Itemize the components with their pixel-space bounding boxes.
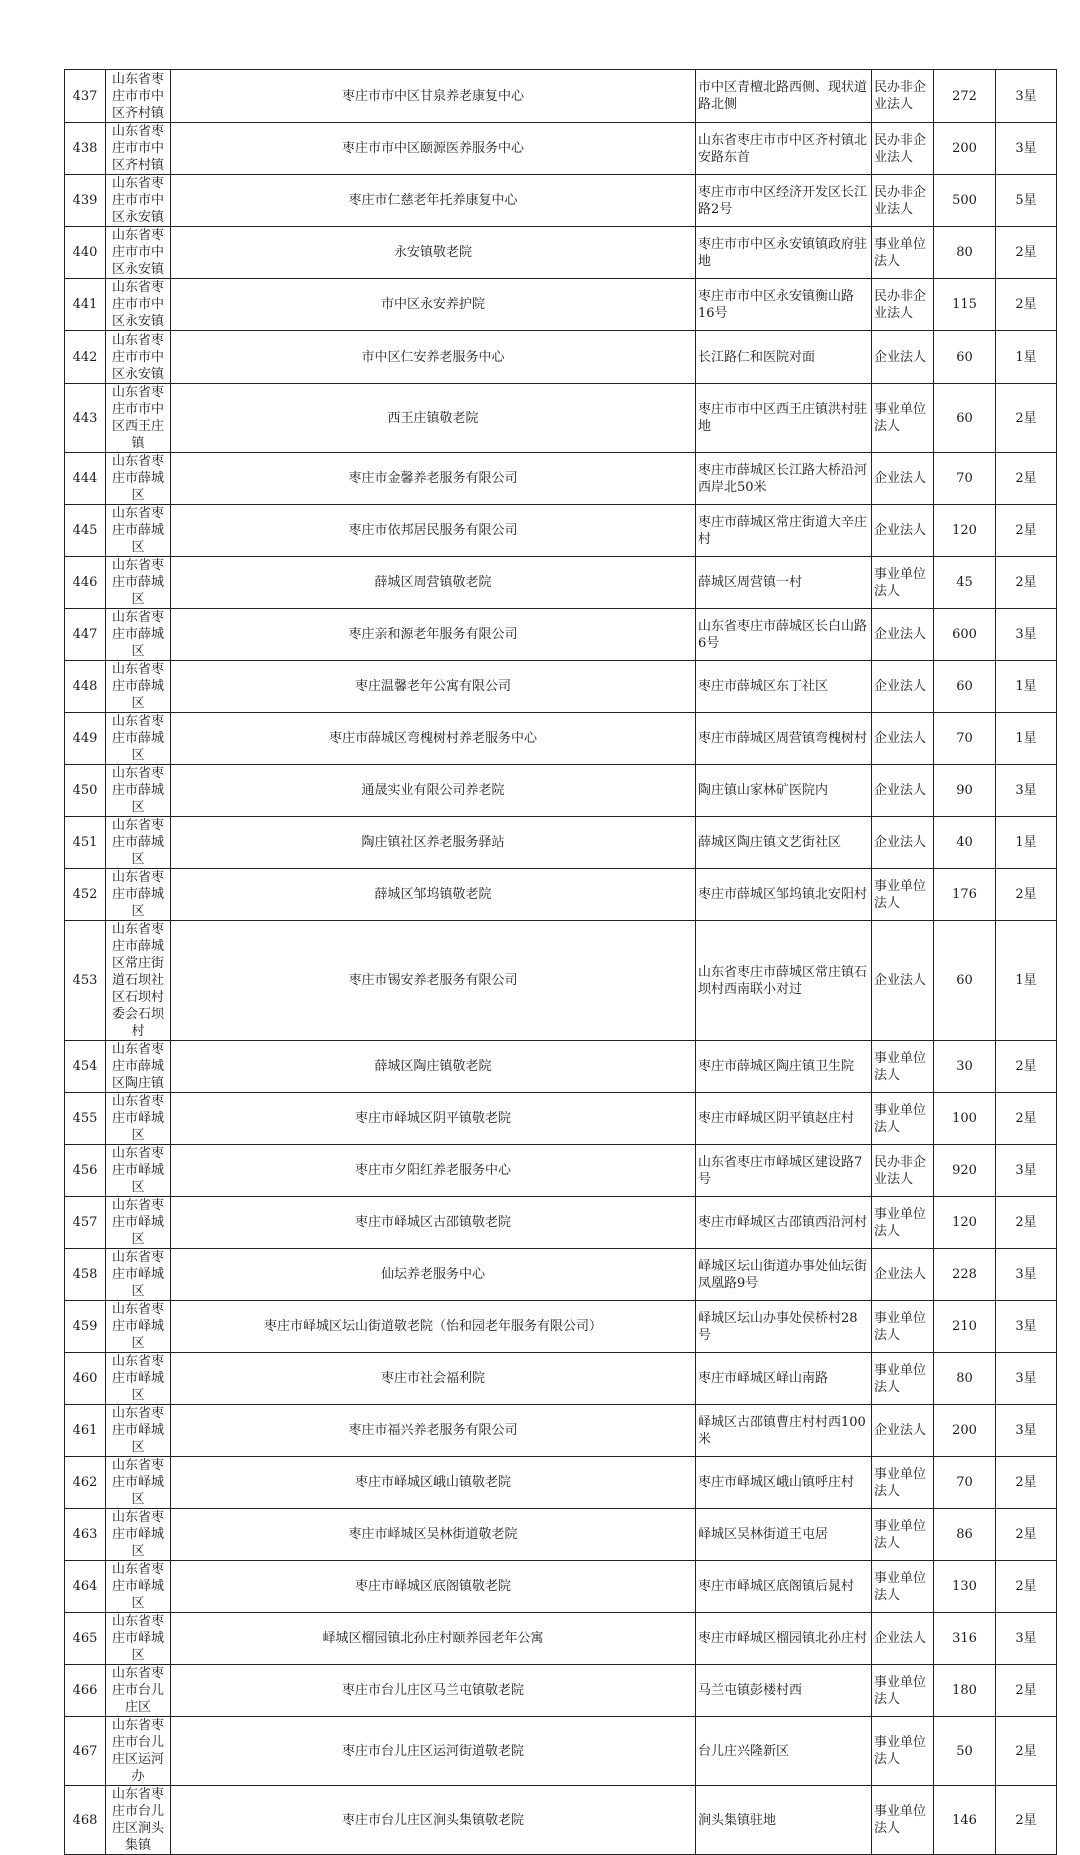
table-row xyxy=(65,1301,1057,1353)
table-row xyxy=(65,123,1057,175)
bed-count-cell: 90 xyxy=(934,765,996,817)
table-row xyxy=(65,1457,1057,1509)
bed-count-cell: 200 xyxy=(934,1405,996,1457)
bed-count-cell: 316 xyxy=(934,1613,996,1665)
legal-type-cell: 企业法人 xyxy=(872,1405,934,1457)
bed-count-cell: 86 xyxy=(934,1509,996,1561)
row-number: 446 xyxy=(65,557,106,609)
address-cell: 枣庄市薛城区长江路大桥沿河西岸北50米 xyxy=(696,453,872,505)
facility-name-cell: 枣庄市依邦居民服务有限公司 xyxy=(171,505,696,557)
legal-type-cell: 事业单位法人 xyxy=(872,1353,934,1405)
legal-type-cell: 民办非企业法人 xyxy=(872,1145,934,1197)
legal-type-cell: 事业单位法人 xyxy=(872,1197,934,1249)
bed-count-cell: 272 xyxy=(934,70,996,123)
row-number: 456 xyxy=(65,1145,106,1197)
row-number: 459 xyxy=(65,1301,106,1353)
table-row xyxy=(65,713,1057,765)
table-row xyxy=(65,1353,1057,1405)
facility-name-cell: 枣庄温馨老年公寓有限公司 xyxy=(171,661,696,713)
bed-count-cell: 60 xyxy=(934,661,996,713)
legal-type-cell: 企业法人 xyxy=(872,921,934,1041)
legal-type-cell: 民办非企业法人 xyxy=(872,123,934,175)
address-cell: 峄城区吴林街道王屯居 xyxy=(696,1509,872,1561)
star-rating-cell: 3星 xyxy=(996,1405,1057,1457)
row-number: 445 xyxy=(65,505,106,557)
region-cell: 山东省枣庄市峄城区 xyxy=(106,1561,171,1613)
facility-name-cell: 枣庄市峄城区底阁镇敬老院 xyxy=(171,1561,696,1613)
region-cell: 山东省枣庄市台儿庄区涧头集镇 xyxy=(106,1786,171,1855)
facility-name-cell: 枣庄市峄城区吴林街道敬老院 xyxy=(171,1509,696,1561)
row-number: 453 xyxy=(65,921,106,1041)
bed-count-cell: 600 xyxy=(934,609,996,661)
table-row xyxy=(65,1145,1057,1197)
bed-count-cell: 60 xyxy=(934,921,996,1041)
address-cell: 台儿庄兴隆新区 xyxy=(696,1717,872,1786)
star-rating-cell: 2星 xyxy=(996,1509,1057,1561)
region-cell: 山东省枣庄市市中区齐村镇 xyxy=(106,123,171,175)
region-cell: 山东省枣庄市峄城区 xyxy=(106,1509,171,1561)
address-cell: 枣庄市峄城区底阁镇后晁村 xyxy=(696,1561,872,1613)
legal-type-cell: 企业法人 xyxy=(872,331,934,384)
legal-type-cell: 事业单位法人 xyxy=(872,1093,934,1145)
address-cell: 山东省枣庄市市中区齐村镇北安路东首 xyxy=(696,123,872,175)
region-cell: 山东省枣庄市市中区永安镇 xyxy=(106,175,171,227)
region-cell: 山东省枣庄市薛城区 xyxy=(106,765,171,817)
region-cell: 山东省枣庄市薛城区 xyxy=(106,557,171,609)
facility-name-cell: 永安镇敬老院 xyxy=(171,227,696,279)
row-number: 457 xyxy=(65,1197,106,1249)
table-row xyxy=(65,1561,1057,1613)
table-body xyxy=(65,70,1057,1855)
region-cell: 山东省枣庄市峄城区 xyxy=(106,1405,171,1457)
facility-name-cell: 薛城区邹坞镇敬老院 xyxy=(171,869,696,921)
legal-type-cell: 民办非企业法人 xyxy=(872,175,934,227)
region-cell: 山东省枣庄市薛城区 xyxy=(106,817,171,869)
row-number: 465 xyxy=(65,1613,106,1665)
region-cell: 山东省枣庄市市中区齐村镇 xyxy=(106,70,171,123)
address-cell: 薛城区陶庄镇文艺街社区 xyxy=(696,817,872,869)
star-rating-cell: 2星 xyxy=(996,453,1057,505)
facility-name-cell: 枣庄市台儿庄区运河街道敬老院 xyxy=(171,1717,696,1786)
table-row xyxy=(65,227,1057,279)
row-number: 462 xyxy=(65,1457,106,1509)
address-cell: 山东省枣庄市薛城区常庄镇石坝村西南联小对过 xyxy=(696,921,872,1041)
table-row xyxy=(65,609,1057,661)
facility-name-cell: 通晟实业有限公司养老院 xyxy=(171,765,696,817)
address-cell: 枣庄市薛城区邹坞镇北安阳村 xyxy=(696,869,872,921)
row-number: 440 xyxy=(65,227,106,279)
star-rating-cell: 2星 xyxy=(996,1041,1057,1093)
table-row xyxy=(65,1093,1057,1145)
star-rating-cell: 2星 xyxy=(996,227,1057,279)
legal-type-cell: 企业法人 xyxy=(872,505,934,557)
legal-type-cell: 企业法人 xyxy=(872,1613,934,1665)
star-rating-cell: 2星 xyxy=(996,505,1057,557)
bed-count-cell: 40 xyxy=(934,817,996,869)
table-row xyxy=(65,1197,1057,1249)
row-number: 449 xyxy=(65,713,106,765)
address-cell: 马兰屯镇彭楼村西 xyxy=(696,1665,872,1717)
bed-count-cell: 210 xyxy=(934,1301,996,1353)
table-row xyxy=(65,279,1057,331)
legal-type-cell: 企业法人 xyxy=(872,609,934,661)
star-rating-cell: 3星 xyxy=(996,123,1057,175)
region-cell: 山东省枣庄市薛城区 xyxy=(106,713,171,765)
legal-type-cell: 民办非企业法人 xyxy=(872,70,934,123)
facility-name-cell: 薛城区陶庄镇敬老院 xyxy=(171,1041,696,1093)
address-cell: 市中区青檀北路西侧、现状道路北侧 xyxy=(696,70,872,123)
legal-type-cell: 民办非企业法人 xyxy=(872,279,934,331)
region-cell: 山东省枣庄市薛城区常庄街道石坝社区石坝村委会石坝村 xyxy=(106,921,171,1041)
address-cell: 枣庄市峄城区峄山南路 xyxy=(696,1353,872,1405)
address-cell: 峄城区坛山街道办事处仙坛街凤凰路9号 xyxy=(696,1249,872,1301)
table-row xyxy=(65,505,1057,557)
facility-name-cell: 枣庄市峄城区坛山街道敬老院（怡和园老年服务有限公司） xyxy=(171,1301,696,1353)
legal-type-cell: 事业单位法人 xyxy=(872,1717,934,1786)
table-row xyxy=(65,70,1057,123)
region-cell: 山东省枣庄市峄城区 xyxy=(106,1145,171,1197)
region-cell: 山东省枣庄市峄城区 xyxy=(106,1457,171,1509)
facility-name-cell: 枣庄市仁慈老年托养康复中心 xyxy=(171,175,696,227)
bed-count-cell: 30 xyxy=(934,1041,996,1093)
address-cell: 枣庄市薛城区常庄街道大辛庄村 xyxy=(696,505,872,557)
region-cell: 山东省枣庄市市中区永安镇 xyxy=(106,279,171,331)
facility-name-cell: 枣庄市台儿庄区马兰屯镇敬老院 xyxy=(171,1665,696,1717)
row-number: 444 xyxy=(65,453,106,505)
facility-name-cell: 枣庄市市中区甘泉养老康复中心 xyxy=(171,70,696,123)
bed-count-cell: 70 xyxy=(934,1457,996,1509)
bed-count-cell: 500 xyxy=(934,175,996,227)
table-row xyxy=(65,1665,1057,1717)
region-cell: 山东省枣庄市峄城区 xyxy=(106,1249,171,1301)
star-rating-cell: 2星 xyxy=(996,869,1057,921)
row-number: 448 xyxy=(65,661,106,713)
address-cell: 枣庄市峄城区榴园镇北孙庄村 xyxy=(696,1613,872,1665)
region-cell: 山东省枣庄市市中区永安镇 xyxy=(106,227,171,279)
row-number: 438 xyxy=(65,123,106,175)
row-number: 437 xyxy=(65,70,106,123)
star-rating-cell: 5星 xyxy=(996,175,1057,227)
facility-name-cell: 枣庄市台儿庄区涧头集镇敬老院 xyxy=(171,1786,696,1855)
bed-count-cell: 70 xyxy=(934,453,996,505)
address-cell: 枣庄市市中区永安镇衡山路16号 xyxy=(696,279,872,331)
table-row xyxy=(65,869,1057,921)
star-rating-cell: 1星 xyxy=(996,921,1057,1041)
region-cell: 山东省枣庄市薛城区 xyxy=(106,505,171,557)
star-rating-cell: 2星 xyxy=(996,1561,1057,1613)
star-rating-cell: 3星 xyxy=(996,1301,1057,1353)
facility-name-cell: 峄城区榴园镇北孙庄村颐养园老年公寓 xyxy=(171,1613,696,1665)
address-cell: 枣庄市峄城区峨山镇呼庄村 xyxy=(696,1457,872,1509)
row-number: 464 xyxy=(65,1561,106,1613)
star-rating-cell: 1星 xyxy=(996,331,1057,384)
star-rating-cell: 2星 xyxy=(996,1457,1057,1509)
table-row xyxy=(65,1405,1057,1457)
star-rating-cell: 3星 xyxy=(996,1249,1057,1301)
facility-name-cell: 枣庄市福兴养老服务有限公司 xyxy=(171,1405,696,1457)
bed-count-cell: 115 xyxy=(934,279,996,331)
address-cell: 枣庄市峄城区阴平镇赵庄村 xyxy=(696,1093,872,1145)
facility-name-cell: 仙坛养老服务中心 xyxy=(171,1249,696,1301)
table-row xyxy=(65,384,1057,453)
table-row xyxy=(65,1041,1057,1093)
facility-name-cell: 枣庄亲和源老年服务有限公司 xyxy=(171,609,696,661)
facility-name-cell: 枣庄市锡安养老服务有限公司 xyxy=(171,921,696,1041)
region-cell: 山东省枣庄市薛城区 xyxy=(106,609,171,661)
star-rating-cell: 2星 xyxy=(996,557,1057,609)
legal-type-cell: 事业单位法人 xyxy=(872,227,934,279)
star-rating-cell: 2星 xyxy=(996,1786,1057,1855)
bed-count-cell: 146 xyxy=(934,1786,996,1855)
row-number: 460 xyxy=(65,1353,106,1405)
region-cell: 山东省枣庄市薛城区 xyxy=(106,453,171,505)
table-row xyxy=(65,1717,1057,1786)
row-number: 441 xyxy=(65,279,106,331)
row-number: 454 xyxy=(65,1041,106,1093)
legal-type-cell: 事业单位法人 xyxy=(872,1786,934,1855)
address-cell: 薛城区周营镇一村 xyxy=(696,557,872,609)
star-rating-cell: 3星 xyxy=(996,70,1057,123)
address-cell: 枣庄市薛城区周营镇弯槐树村 xyxy=(696,713,872,765)
facility-name-cell: 枣庄市社会福利院 xyxy=(171,1353,696,1405)
facility-name-cell: 枣庄市金馨养老服务有限公司 xyxy=(171,453,696,505)
legal-type-cell: 企业法人 xyxy=(872,765,934,817)
region-cell: 山东省枣庄市市中区西王庄镇 xyxy=(106,384,171,453)
legal-type-cell: 事业单位法人 xyxy=(872,1665,934,1717)
bed-count-cell: 50 xyxy=(934,1717,996,1786)
legal-type-cell: 事业单位法人 xyxy=(872,1041,934,1093)
address-cell: 枣庄市市中区永安镇镇政府驻地 xyxy=(696,227,872,279)
bed-count-cell: 176 xyxy=(934,869,996,921)
address-cell: 枣庄市薛城区东丁社区 xyxy=(696,661,872,713)
table-row xyxy=(65,1786,1057,1855)
legal-type-cell: 事业单位法人 xyxy=(872,1509,934,1561)
address-cell: 峄城区古邵镇曹庄村村西100米 xyxy=(696,1405,872,1457)
legal-type-cell: 企业法人 xyxy=(872,453,934,505)
address-cell: 长江路仁和医院对面 xyxy=(696,331,872,384)
legal-type-cell: 事业单位法人 xyxy=(872,1457,934,1509)
bed-count-cell: 180 xyxy=(934,1665,996,1717)
region-cell: 山东省枣庄市市中区永安镇 xyxy=(106,331,171,384)
star-rating-cell: 3星 xyxy=(996,1613,1057,1665)
star-rating-cell: 2星 xyxy=(996,1197,1057,1249)
bed-count-cell: 60 xyxy=(934,331,996,384)
row-number: 455 xyxy=(65,1093,106,1145)
bed-count-cell: 80 xyxy=(934,1353,996,1405)
row-number: 466 xyxy=(65,1665,106,1717)
row-number: 443 xyxy=(65,384,106,453)
row-number: 447 xyxy=(65,609,106,661)
star-rating-cell: 3星 xyxy=(996,609,1057,661)
star-rating-cell: 2星 xyxy=(996,384,1057,453)
table-row xyxy=(65,1249,1057,1301)
region-cell: 山东省枣庄市峄城区 xyxy=(106,1197,171,1249)
bed-count-cell: 120 xyxy=(934,1197,996,1249)
address-cell: 枣庄市市中区西王庄镇洪村驻地 xyxy=(696,384,872,453)
address-cell: 山东省枣庄市薛城区长白山路6号 xyxy=(696,609,872,661)
facility-name-cell: 枣庄市峄城区阴平镇敬老院 xyxy=(171,1093,696,1145)
legal-type-cell: 事业单位法人 xyxy=(872,1301,934,1353)
region-cell: 山东省枣庄市台儿庄区 xyxy=(106,1665,171,1717)
table-row xyxy=(65,817,1057,869)
facility-name-cell: 薛城区周营镇敬老院 xyxy=(171,557,696,609)
star-rating-cell: 3星 xyxy=(996,765,1057,817)
row-number: 467 xyxy=(65,1717,106,1786)
star-rating-cell: 3星 xyxy=(996,1145,1057,1197)
region-cell: 山东省枣庄市峄城区 xyxy=(106,1093,171,1145)
facility-table xyxy=(64,69,1057,1855)
address-cell: 枣庄市峄城区古邵镇西沿河村 xyxy=(696,1197,872,1249)
bed-count-cell: 120 xyxy=(934,505,996,557)
row-number: 461 xyxy=(65,1405,106,1457)
bed-count-cell: 100 xyxy=(934,1093,996,1145)
region-cell: 山东省枣庄市峄城区 xyxy=(106,1353,171,1405)
star-rating-cell: 1星 xyxy=(996,661,1057,713)
star-rating-cell: 2星 xyxy=(996,1093,1057,1145)
facility-name-cell: 枣庄市薛城区弯槐树村养老服务中心 xyxy=(171,713,696,765)
star-rating-cell: 1星 xyxy=(996,713,1057,765)
legal-type-cell: 事业单位法人 xyxy=(872,384,934,453)
facility-name-cell: 枣庄市夕阳红养老服务中心 xyxy=(171,1145,696,1197)
bed-count-cell: 200 xyxy=(934,123,996,175)
star-rating-cell: 2星 xyxy=(996,1717,1057,1786)
facility-name-cell: 枣庄市峄城区峨山镇敬老院 xyxy=(171,1457,696,1509)
facility-name-cell: 市中区仁安养老服务中心 xyxy=(171,331,696,384)
legal-type-cell: 企业法人 xyxy=(872,817,934,869)
facility-name-cell: 枣庄市市中区颐源医养服务中心 xyxy=(171,123,696,175)
region-cell: 山东省枣庄市薛城区陶庄镇 xyxy=(106,1041,171,1093)
legal-type-cell: 事业单位法人 xyxy=(872,557,934,609)
bed-count-cell: 60 xyxy=(934,384,996,453)
row-number: 463 xyxy=(65,1509,106,1561)
row-number: 450 xyxy=(65,765,106,817)
region-cell: 山东省枣庄市台儿庄区运河办 xyxy=(106,1717,171,1786)
row-number: 451 xyxy=(65,817,106,869)
bed-count-cell: 70 xyxy=(934,713,996,765)
table-row xyxy=(65,175,1057,227)
table-row xyxy=(65,1613,1057,1665)
star-rating-cell: 2星 xyxy=(996,279,1057,331)
table-row xyxy=(65,331,1057,384)
region-cell: 山东省枣庄市薛城区 xyxy=(106,661,171,713)
legal-type-cell: 事业单位法人 xyxy=(872,1561,934,1613)
table-row xyxy=(65,765,1057,817)
legal-type-cell: 企业法人 xyxy=(872,713,934,765)
facility-name-cell: 枣庄市峄城区古邵镇敬老院 xyxy=(171,1197,696,1249)
star-rating-cell: 1星 xyxy=(996,817,1057,869)
star-rating-cell: 2星 xyxy=(996,1665,1057,1717)
row-number: 442 xyxy=(65,331,106,384)
table-row xyxy=(65,1509,1057,1561)
region-cell: 山东省枣庄市峄城区 xyxy=(106,1301,171,1353)
region-cell: 山东省枣庄市薛城区 xyxy=(106,869,171,921)
address-cell: 峄城区坛山办事处侯桥村28号 xyxy=(696,1301,872,1353)
table-row xyxy=(65,453,1057,505)
address-cell: 涧头集镇驻地 xyxy=(696,1786,872,1855)
legal-type-cell: 企业法人 xyxy=(872,661,934,713)
bed-count-cell: 80 xyxy=(934,227,996,279)
address-cell: 陶庄镇山家林矿医院内 xyxy=(696,765,872,817)
row-number: 458 xyxy=(65,1249,106,1301)
bed-count-cell: 920 xyxy=(934,1145,996,1197)
bed-count-cell: 228 xyxy=(934,1249,996,1301)
address-cell: 枣庄市市中区经济开发区长江路2号 xyxy=(696,175,872,227)
bed-count-cell: 130 xyxy=(934,1561,996,1613)
address-cell: 山东省枣庄市峄城区建设路7号 xyxy=(696,1145,872,1197)
bed-count-cell: 45 xyxy=(934,557,996,609)
row-number: 439 xyxy=(65,175,106,227)
table-row xyxy=(65,557,1057,609)
row-number: 452 xyxy=(65,869,106,921)
legal-type-cell: 事业单位法人 xyxy=(872,869,934,921)
row-number: 468 xyxy=(65,1786,106,1855)
facility-name-cell: 市中区永安养护院 xyxy=(171,279,696,331)
table-row xyxy=(65,921,1057,1041)
table-row xyxy=(65,661,1057,713)
facility-name-cell: 西王庄镇敬老院 xyxy=(171,384,696,453)
facility-name-cell: 陶庄镇社区养老服务驿站 xyxy=(171,817,696,869)
address-cell: 枣庄市薛城区陶庄镇卫生院 xyxy=(696,1041,872,1093)
legal-type-cell: 企业法人 xyxy=(872,1249,934,1301)
star-rating-cell: 3星 xyxy=(996,1353,1057,1405)
region-cell: 山东省枣庄市峄城区 xyxy=(106,1613,171,1665)
